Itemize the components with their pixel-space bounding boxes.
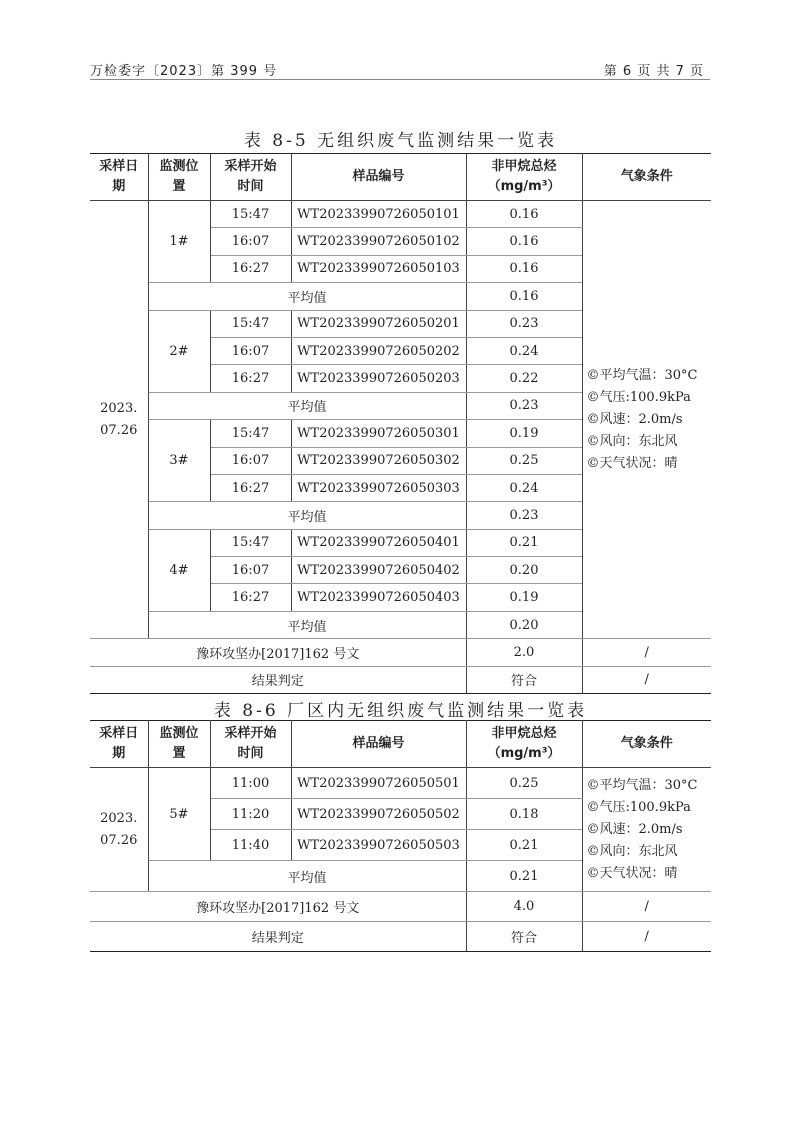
col-header-weather: 气象条件 <box>582 721 711 768</box>
value-cell: 0.25 <box>466 768 582 799</box>
average-value: 0.23 <box>466 502 582 529</box>
time-cell: 16:27 <box>210 584 291 611</box>
col-header-date: 采样日 期 <box>90 154 148 201</box>
sample-id-cell: WT20233990726050402 <box>291 557 466 584</box>
value-cell: 0.25 <box>466 447 582 474</box>
weather-conditions <box>582 768 711 892</box>
sample-date: 2023. 07.26 <box>90 768 148 892</box>
time-cell: 11:40 <box>210 830 291 861</box>
standard-value: 2.0 <box>466 639 582 666</box>
value-cell: 0.18 <box>466 799 582 830</box>
sample-id-cell: WT20233990726050401 <box>291 529 466 556</box>
standard-label: 豫环攻坚办[2017]162 号文 <box>90 639 466 666</box>
col-header-time: 采样开始 时间 <box>210 721 291 768</box>
document-number: 万检委字〔2023〕第 399 号 <box>90 64 278 79</box>
weather-conditions <box>582 201 711 639</box>
sample-id-cell: WT20233990726050302 <box>291 447 466 474</box>
value-cell: 0.21 <box>466 529 582 556</box>
time-cell: 16:07 <box>210 447 291 474</box>
sample-id-cell: WT20233990726050501 <box>291 768 466 799</box>
sample-id-cell: WT20233990726050303 <box>291 474 466 501</box>
value-cell: 0.24 <box>466 474 582 501</box>
time-cell: 11:20 <box>210 799 291 830</box>
time-cell: 15:47 <box>210 529 291 556</box>
weather-line: ©平均气温：30°C <box>586 777 698 793</box>
average-value: 0.23 <box>466 392 582 419</box>
col-header-value: 非甲烷总烃 （mg/m³） <box>466 154 582 201</box>
col-header-time: 采样开始 时间 <box>210 154 291 201</box>
value-cell: 0.20 <box>466 557 582 584</box>
value-cell: 0.16 <box>466 201 582 228</box>
sample-id-cell: WT20233990726050503 <box>291 830 466 861</box>
standard-label: 豫环攻坚办[2017]162 号文 <box>90 892 466 922</box>
judgement-row <box>90 666 711 693</box>
position-cell: 4# <box>148 529 210 611</box>
standard-weather: / <box>582 639 711 666</box>
value-cell: 0.23 <box>466 310 582 337</box>
value-cell: 0.19 <box>466 420 582 447</box>
time-cell: 16:07 <box>210 228 291 255</box>
time-cell: 15:47 <box>210 201 291 228</box>
weather-line: ©气压:100.9kPa <box>586 799 691 815</box>
table-header-row <box>90 721 711 768</box>
standard-weather: / <box>582 892 711 922</box>
col-header-value: 非甲烷总烃 （mg/m³） <box>466 721 582 768</box>
average-label: 平均值 <box>148 861 466 892</box>
page-info: 第 6 页 共 7 页 <box>603 64 704 79</box>
col-header-date: 采样日 期 <box>90 721 148 768</box>
time-cell: 16:07 <box>210 337 291 364</box>
sample-id-cell: WT20233990726050301 <box>291 420 466 447</box>
average-value: 0.21 <box>466 861 582 892</box>
position-cell: 1# <box>148 201 210 283</box>
time-cell: 16:07 <box>210 557 291 584</box>
table1-results <box>90 153 711 694</box>
judgement-row <box>90 922 711 952</box>
time-cell: 16:27 <box>210 255 291 282</box>
value-cell: 0.16 <box>466 228 582 255</box>
header-divider <box>90 79 710 80</box>
table-row <box>90 201 711 228</box>
value-cell: 0.21 <box>466 830 582 861</box>
judgement-value: 符合 <box>466 922 582 952</box>
average-label: 平均值 <box>148 502 466 529</box>
position-cell: 3# <box>148 420 210 502</box>
judgement-weather: / <box>582 666 711 693</box>
sample-id-cell: WT20233990726050101 <box>291 201 466 228</box>
judgement-label: 结果判定 <box>90 666 466 693</box>
average-value: 0.20 <box>466 611 582 638</box>
sample-id-cell: WT20233990726050202 <box>291 337 466 364</box>
sample-id-cell: WT20233990726050203 <box>291 365 466 392</box>
time-cell: 16:27 <box>210 365 291 392</box>
col-header-sample-id: 样品编号 <box>291 721 466 768</box>
value-cell: 0.22 <box>466 365 582 392</box>
average-value: 0.16 <box>466 283 582 310</box>
sample-date: 2023. 07.26 <box>90 201 148 639</box>
average-label: 平均值 <box>148 283 466 310</box>
average-label: 平均值 <box>148 611 466 638</box>
sample-id-cell: WT20233990726050403 <box>291 584 466 611</box>
col-header-position: 监测位 置 <box>148 154 210 201</box>
sample-id-cell: WT20233990726050502 <box>291 799 466 830</box>
position-cell: 5# <box>148 768 210 861</box>
judgement-weather: / <box>582 922 711 952</box>
value-cell: 0.19 <box>466 584 582 611</box>
judgement-label: 结果判定 <box>90 922 466 952</box>
col-header-position: 监测位 置 <box>148 721 210 768</box>
position-cell: 2# <box>148 310 210 392</box>
table2-results <box>90 720 711 952</box>
weather-line: ©风向：东北风 <box>586 843 678 859</box>
table-row <box>90 768 711 799</box>
col-header-weather: 气象条件 <box>582 154 711 201</box>
time-cell: 16:27 <box>210 474 291 501</box>
table-header-row <box>90 154 711 201</box>
average-label: 平均值 <box>148 392 466 419</box>
value-cell: 0.24 <box>466 337 582 364</box>
time-cell: 15:47 <box>210 420 291 447</box>
standard-row <box>90 639 711 666</box>
weather-line: ©风速：2.0m/s <box>586 411 683 427</box>
weather-line: ©风速：2.0m/s <box>586 821 683 837</box>
standard-value: 4.0 <box>466 892 582 922</box>
weather-line: ©气压:100.9kPa <box>586 389 691 405</box>
weather-line: ©风向：东北风 <box>586 433 678 449</box>
table1-caption: 表 8-5 无组织废气监测结果一览表 <box>243 131 558 151</box>
time-cell: 15:47 <box>210 310 291 337</box>
col-header-sample-id: 样品编号 <box>291 154 466 201</box>
sample-id-cell: WT20233990726050102 <box>291 228 466 255</box>
weather-line: ©平均气温：30°C <box>586 367 698 383</box>
weather-line: ©天气状况：晴 <box>586 865 678 881</box>
table2-caption: 表 8-6 厂区内无组织废气监测结果一览表 <box>213 701 588 721</box>
value-cell: 0.16 <box>466 255 582 282</box>
sample-id-cell: WT20233990726050103 <box>291 255 466 282</box>
time-cell: 11:00 <box>210 768 291 799</box>
sample-id-cell: WT20233990726050201 <box>291 310 466 337</box>
judgement-value: 符合 <box>466 666 582 693</box>
standard-row <box>90 892 711 922</box>
weather-line: ©天气状况：晴 <box>586 455 678 471</box>
